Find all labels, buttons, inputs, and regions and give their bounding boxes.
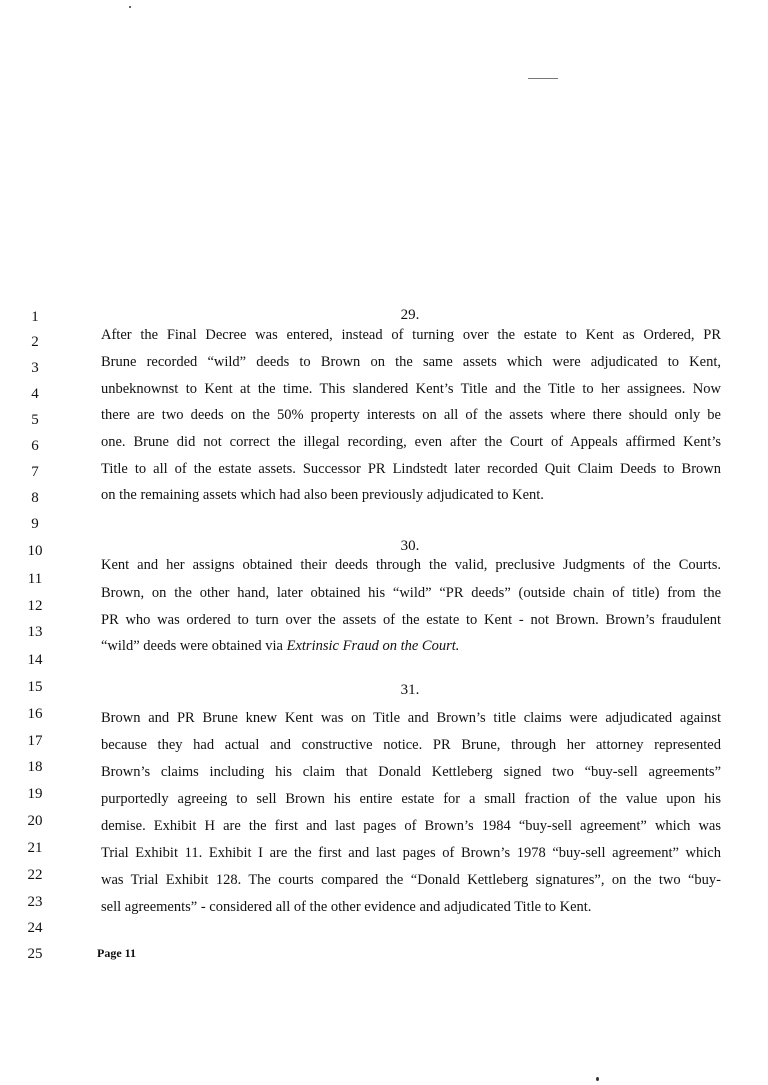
emphasized-text: Extrinsic Fraud on the Court.: [286, 638, 460, 654]
line-number: 22: [27, 867, 43, 883]
line-number: 8: [31, 490, 39, 506]
line-number: 4: [31, 386, 39, 402]
text-line: Brown and PR Brune knew Kent was on Title and Brown’s title claims were adjudicated against: [101, 710, 721, 726]
line-number: 1: [31, 309, 39, 325]
scan-speck: [596, 1077, 599, 1081]
text-line: [101, 638, 721, 654]
text-line: one. Brune did not correct the illegal recording, even after the Court of Appeals affirmed Kent’s: [101, 434, 721, 450]
line-number: 19: [27, 786, 43, 802]
line-number: 3: [31, 360, 39, 376]
text-line: Trial Exhibit 11. Exhibit I are the first and last pages of Brown’s 1978 “buy-sell agreement” which: [101, 845, 721, 861]
line-number: 5: [31, 412, 39, 428]
paragraph-number: 30.: [400, 538, 420, 554]
line-number: 7: [31, 464, 39, 480]
paragraph-number: 31.: [400, 682, 420, 698]
line-number: 18: [27, 759, 43, 775]
page-footer: Page 11: [97, 946, 136, 960]
text-line: was Trial Exhibit 128. The courts compared the “Donald Kettleberg signatures”, on the two “buy-: [101, 872, 721, 888]
text-line: PR who was ordered to turn over the assets of the estate to Kent - not Brown. Brown’s fraudulent: [101, 612, 721, 628]
line-number: 10: [27, 543, 43, 559]
line-number: 15: [27, 679, 43, 695]
scan-speck: [129, 6, 131, 8]
line-number: 11: [27, 571, 43, 587]
line-number: 23: [27, 894, 43, 910]
line-number: 25: [27, 946, 43, 962]
line-number: 9: [31, 516, 39, 532]
paragraph-number: 29.: [400, 307, 420, 323]
text-line: unbeknownst to Kent at the time. This slandered Kent’s Title and the Title to her assignees. Now: [101, 381, 721, 397]
text-line: After the Final Decree was entered, instead of turning over the estate to Kent as Ordered, PR: [101, 327, 721, 343]
line-number: 16: [27, 706, 43, 722]
text-line: on the remaining assets which had also been previously adjudicated to Kent.: [101, 487, 544, 503]
text-line: Brune recorded “wild” deeds to Brown on the same assets which were adjudicated to Kent,: [101, 354, 721, 370]
line-number: 14: [27, 652, 43, 668]
text-line: because they had actual and constructive notice. PR Brune, through her attorney represented: [101, 737, 721, 753]
line-number: 17: [27, 733, 43, 749]
line-number: 24: [27, 920, 43, 936]
line-number: 6: [31, 438, 39, 454]
text-run: “wild” deeds were obtained via: [101, 638, 287, 654]
text-line: Brown’s claims including his claim that Donald Kettleberg signed two “buy-sell agreements”: [101, 764, 721, 780]
text-line: Brown, on the other hand, later obtained his “wild” “PR deeds” (outside chain of title) from the: [101, 585, 721, 601]
scan-mark: [528, 78, 558, 79]
line-number: 13: [27, 624, 43, 640]
line-number: 20: [27, 813, 43, 829]
text-line: there are two deeds on the 50% property interests on all of the assets where there should only be: [101, 407, 721, 423]
text-line: demise. Exhibit H are the first and last pages of Brown’s 1984 “buy-sell agreement” which was: [101, 818, 721, 834]
line-number: 2: [31, 334, 39, 350]
text-line: Title to all of the estate assets. Successor PR Lindstedt later recorded Quit Claim Deeds to Brown: [101, 461, 721, 477]
text-line: sell agreements” - considered all of the other evidence and adjudicated Title to Kent.: [101, 899, 592, 915]
text-line: Kent and her assigns obtained their deeds through the valid, preclusive Judgments of the Courts.: [101, 557, 721, 573]
line-number: 21: [27, 840, 43, 856]
text-line: purportedly agreeing to sell Brown his entire estate for a small fraction of the value upon his: [101, 791, 721, 807]
line-number: 12: [27, 598, 43, 614]
